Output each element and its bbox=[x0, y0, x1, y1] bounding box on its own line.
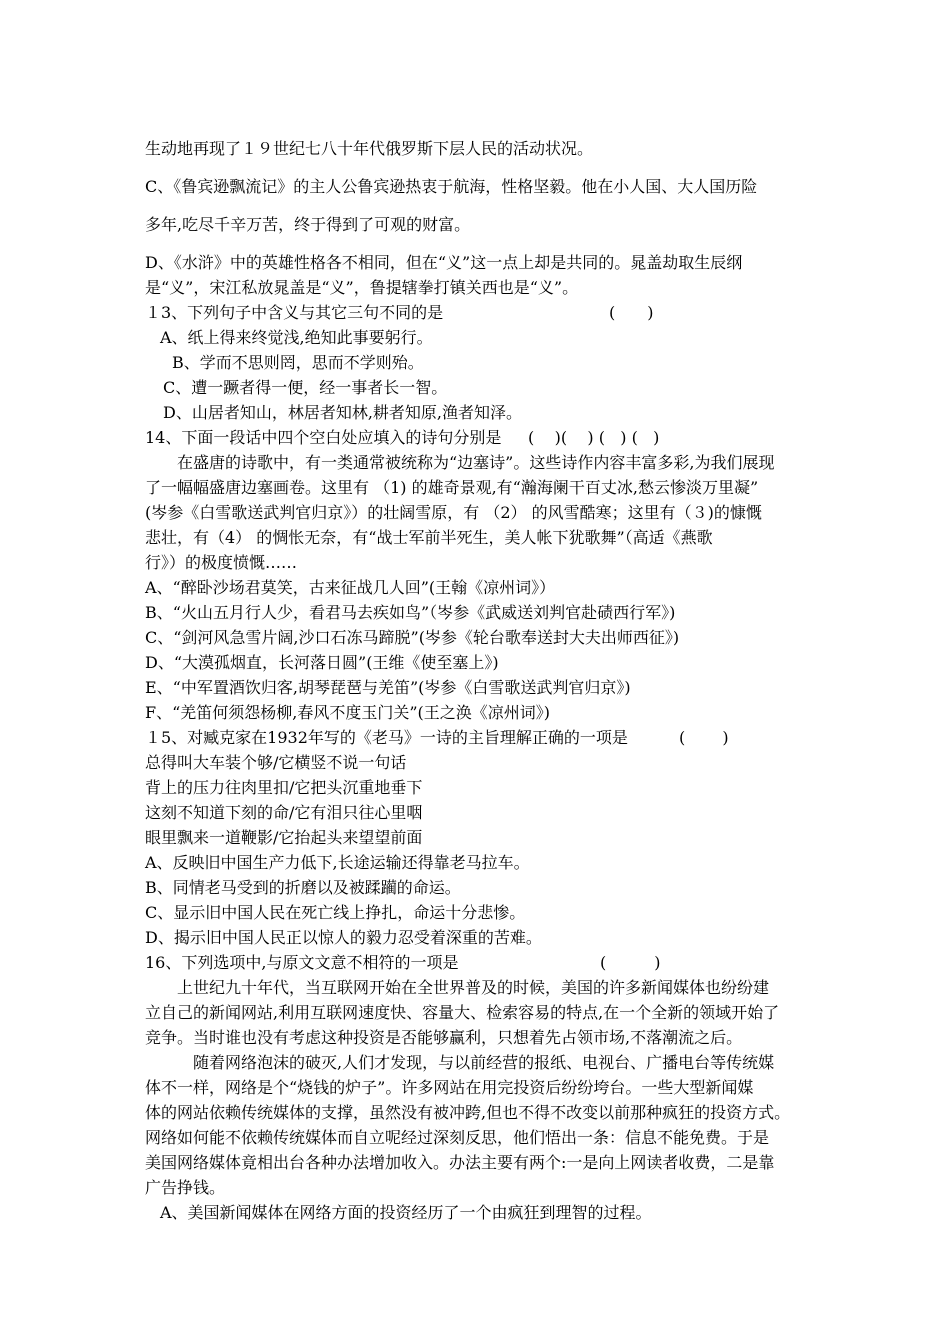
option-b: B、学而不思则罔，思而不学则殆。 bbox=[172, 353, 424, 372]
text-line: 悲壮，有（4） 的惆怅无奈，有“战士军前半死生，美人帐下犹歌舞”（高适《燕歌 bbox=[145, 528, 713, 547]
text-line: C、《鲁宾逊飘流记》的主人公鲁宾逊热衷于航海，性格坚毅。他在小人国、大人国历险 bbox=[145, 177, 758, 196]
option-d: D、“大漠孤烟直，长河落日圆”(王维《使至塞上》) bbox=[145, 653, 499, 672]
poem-line: 总得叫大车装个够/它横竖不说一句话 bbox=[145, 753, 407, 772]
option-a: A、美国新闻媒体在网络方面的投资经历了一个由疯狂到理智的过程。 bbox=[160, 1203, 652, 1222]
poem-line: 这刻不知道下刻的命/它有泪只往心里咽 bbox=[145, 803, 423, 822]
question-16-stem: 16、下列选项中,与原文文意不相符的一项是 bbox=[145, 953, 459, 972]
option-a: A、“醉卧沙场君莫笑，古来征战几人回”(王翰《凉州词》） bbox=[145, 578, 556, 597]
poem-line: 眼里飘来一道鞭影/它抬起头来望望前面 bbox=[145, 828, 423, 847]
passage-line: 随着网络泡沫的破灭,人们才发现，与以前经营的报纸、电视台、广播电台等传统媒 bbox=[193, 1053, 775, 1072]
passage-line: 上世纪九十年代，当互联网开始在全世界普及的时候，美国的许多新闻媒体也纷纷建 bbox=[177, 978, 770, 997]
passage-line: 广告挣钱。 bbox=[145, 1178, 226, 1197]
text-line: D、《水浒》中的英雄性格各不相同，但在“义”这一点上却是共同的。晁盖劫取生辰纲 bbox=[145, 253, 743, 272]
text-line: 生动地再现了１９世纪七八十年代俄罗斯下层人民的活动状况。 bbox=[145, 139, 594, 158]
answer-bracket-q14: ( )( ) ( ) ( ) bbox=[528, 428, 660, 447]
answer-bracket-q16: ( ) bbox=[600, 953, 661, 972]
question-13-stem: １3、下列句子中含义与其它三句不同的是 bbox=[145, 303, 444, 322]
passage-line: 体不一样，网络是个“烧钱的炉子”。许多网站在用完投资后纷纷垮台。一些大型新闻媒 bbox=[145, 1078, 754, 1097]
question-15-stem: １5、对臧克家在1932年写的《老马》一诗的主旨理解正确的一项是 bbox=[145, 728, 628, 747]
option-d: D、揭示旧中国人民正以惊人的毅力忍受着深重的苦难。 bbox=[145, 928, 542, 947]
passage-line: 体的网站依赖传统媒体的支撑，虽然没有被冲跨,但也不得不改变以前那种疯狂的投资方式。 bbox=[145, 1103, 791, 1122]
poem-line: 背上的压力往肉里扣/它把头沉重地垂下 bbox=[145, 778, 423, 797]
option-c: C、“剑河风急雪片阔,沙口石冻马蹄脱”(岑参《轮台歌奉送封大夫出师西征》) bbox=[145, 628, 680, 647]
option-b: B、同情老马受到的折磨以及被蹂躏的命运。 bbox=[145, 878, 461, 897]
option-b: B、“火山五月行人少，看君马去疾如鸟”（岑参《武威送刘判官赴碛西行军》) bbox=[145, 603, 676, 622]
text-line: 是“义”，宋江私放晁盖是“义”，鲁提辖拳打镇关西也是“义”。 bbox=[145, 278, 579, 297]
text-line: 多年,吃尽千辛万苦，终于得到了可观的财富。 bbox=[145, 215, 471, 234]
text-line: 了一幅幅盛唐边塞画卷。这里有 （1) 的雄奇景观,有“瀚海阑干百丈冰,愁云惨淡万里凝” bbox=[145, 478, 759, 497]
option-a: A、反映旧中国生产力低下,长途运输还得靠老马拉车。 bbox=[145, 853, 530, 872]
option-c: C、遭一蹶者得一便，经一事者长一智。 bbox=[163, 378, 448, 397]
passage-line: 网络如何能不依赖传统媒体而自立呢经过深刻反思，他们悟出一条：信息不能免费。于是 bbox=[145, 1128, 770, 1147]
option-c: C、显示旧中国人民在死亡线上挣扎，命运十分悲惨。 bbox=[145, 903, 526, 922]
text-line: (岑参《白雪歌送武判官归京》）的壮阔雪原，有 （2） 的风雪酷寒；这里有（３)的慷慨 bbox=[145, 503, 762, 522]
text-line: 在盛唐的诗歌中，有一类通常被统称为“边塞诗”。这些诗作内容丰富多彩,为我们展现 bbox=[177, 453, 775, 472]
question-14-stem: 14、下面一段话中四个空白处应填入的诗句分别是 bbox=[145, 428, 502, 447]
passage-line: 竞争。当时谁也没有考虑这种投资是否能够赢利，只想着先占领市场,不落潮流之后。 bbox=[145, 1028, 743, 1047]
option-d: D、山居者知山，林居者知林,耕者知原,渔者知泽。 bbox=[163, 403, 523, 422]
option-a: A、纸上得来终觉浅,绝知此事要躬行。 bbox=[160, 328, 433, 347]
answer-bracket-q15: ( ) bbox=[679, 728, 729, 747]
passage-line: 立自己的新闻网站,利用互联网速度快、容量大、检索容易的特点,在一个全新的领域开始了 bbox=[145, 1003, 780, 1022]
option-e: E、“中军置酒饮归客,胡琴琵琶与羌笛”(岑参《白雪歌送武判官归京》) bbox=[145, 678, 631, 697]
option-f: F、“羌笛何须怨杨柳,春风不度玉门关”(王之涣《凉州词》) bbox=[145, 703, 551, 722]
passage-line: 美国网络媒体竟相出台各种办法增加收入。办法主要有两个:一是向上网读者收费，二是靠 bbox=[145, 1153, 775, 1172]
answer-bracket-q13: ( ) bbox=[609, 303, 654, 322]
text-line: 行》）的极度愤慨…… bbox=[145, 553, 298, 572]
